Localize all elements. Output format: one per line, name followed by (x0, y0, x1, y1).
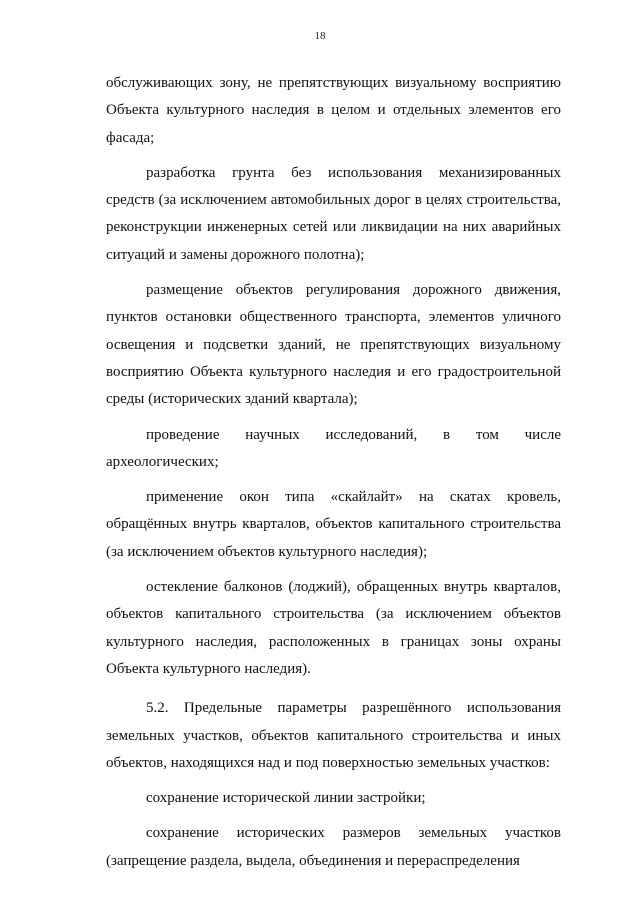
paragraph-continuation: обслуживающих зону, не препятствующих визуальному восприятию Объекта культурного наследия в целом и отдельных элементов его фасада; (106, 75, 561, 146)
paragraph-section-5-2: 5.2. Предельные параметры разрешённого использования земельных участков, объектов капитального строительства и иных объектов, находящихся над и под поверхностью земельных участков: (106, 700, 561, 771)
page-number: 18 (314, 30, 326, 42)
paragraph-skylight: применение окон типа «скайлайт» на скатах кровель, обращённых внутрь кварталов, объектов капитального строительства (за исключением объектов культурного наследия); (106, 489, 561, 560)
document-body (106, 70, 561, 875)
paragraph-building-line: сохранение исторической линии застройки; (146, 790, 426, 807)
paragraph-balcony-glazing: остекление балконов (лоджий), обращенных внутрь кварталов, объектов капитального строительства (за исключением объектов культурного наследия, расположенных в границах зоны охраны Объекта культурного наследия). (106, 579, 561, 677)
paragraph-plot-sizes: сохранение исторических размеров земельных участков (запрещение раздела, выдела, объединения и перераспределения (106, 825, 561, 869)
paragraph-soil-works: разработка грунта без использования механизированных средств (за исключением автомобильных дорог в целях строительства, реконструкции инженерных сетей или ликвидации на них аварийных ситуаций и замены дорожного полотна); (106, 164, 561, 263)
paragraph-research: проведение научных исследований, в том числе археологических; (106, 426, 561, 470)
paragraph-traffic-objects: размещение объектов регулирования дорожного движения, пунктов остановки общественного транспорта, элементов уличного освещения и подсветки зданий, не препятствующих визуальному восприятию Объекта культурного наследия и его градостроительной среды (исторических зданий квартала); (106, 282, 561, 408)
